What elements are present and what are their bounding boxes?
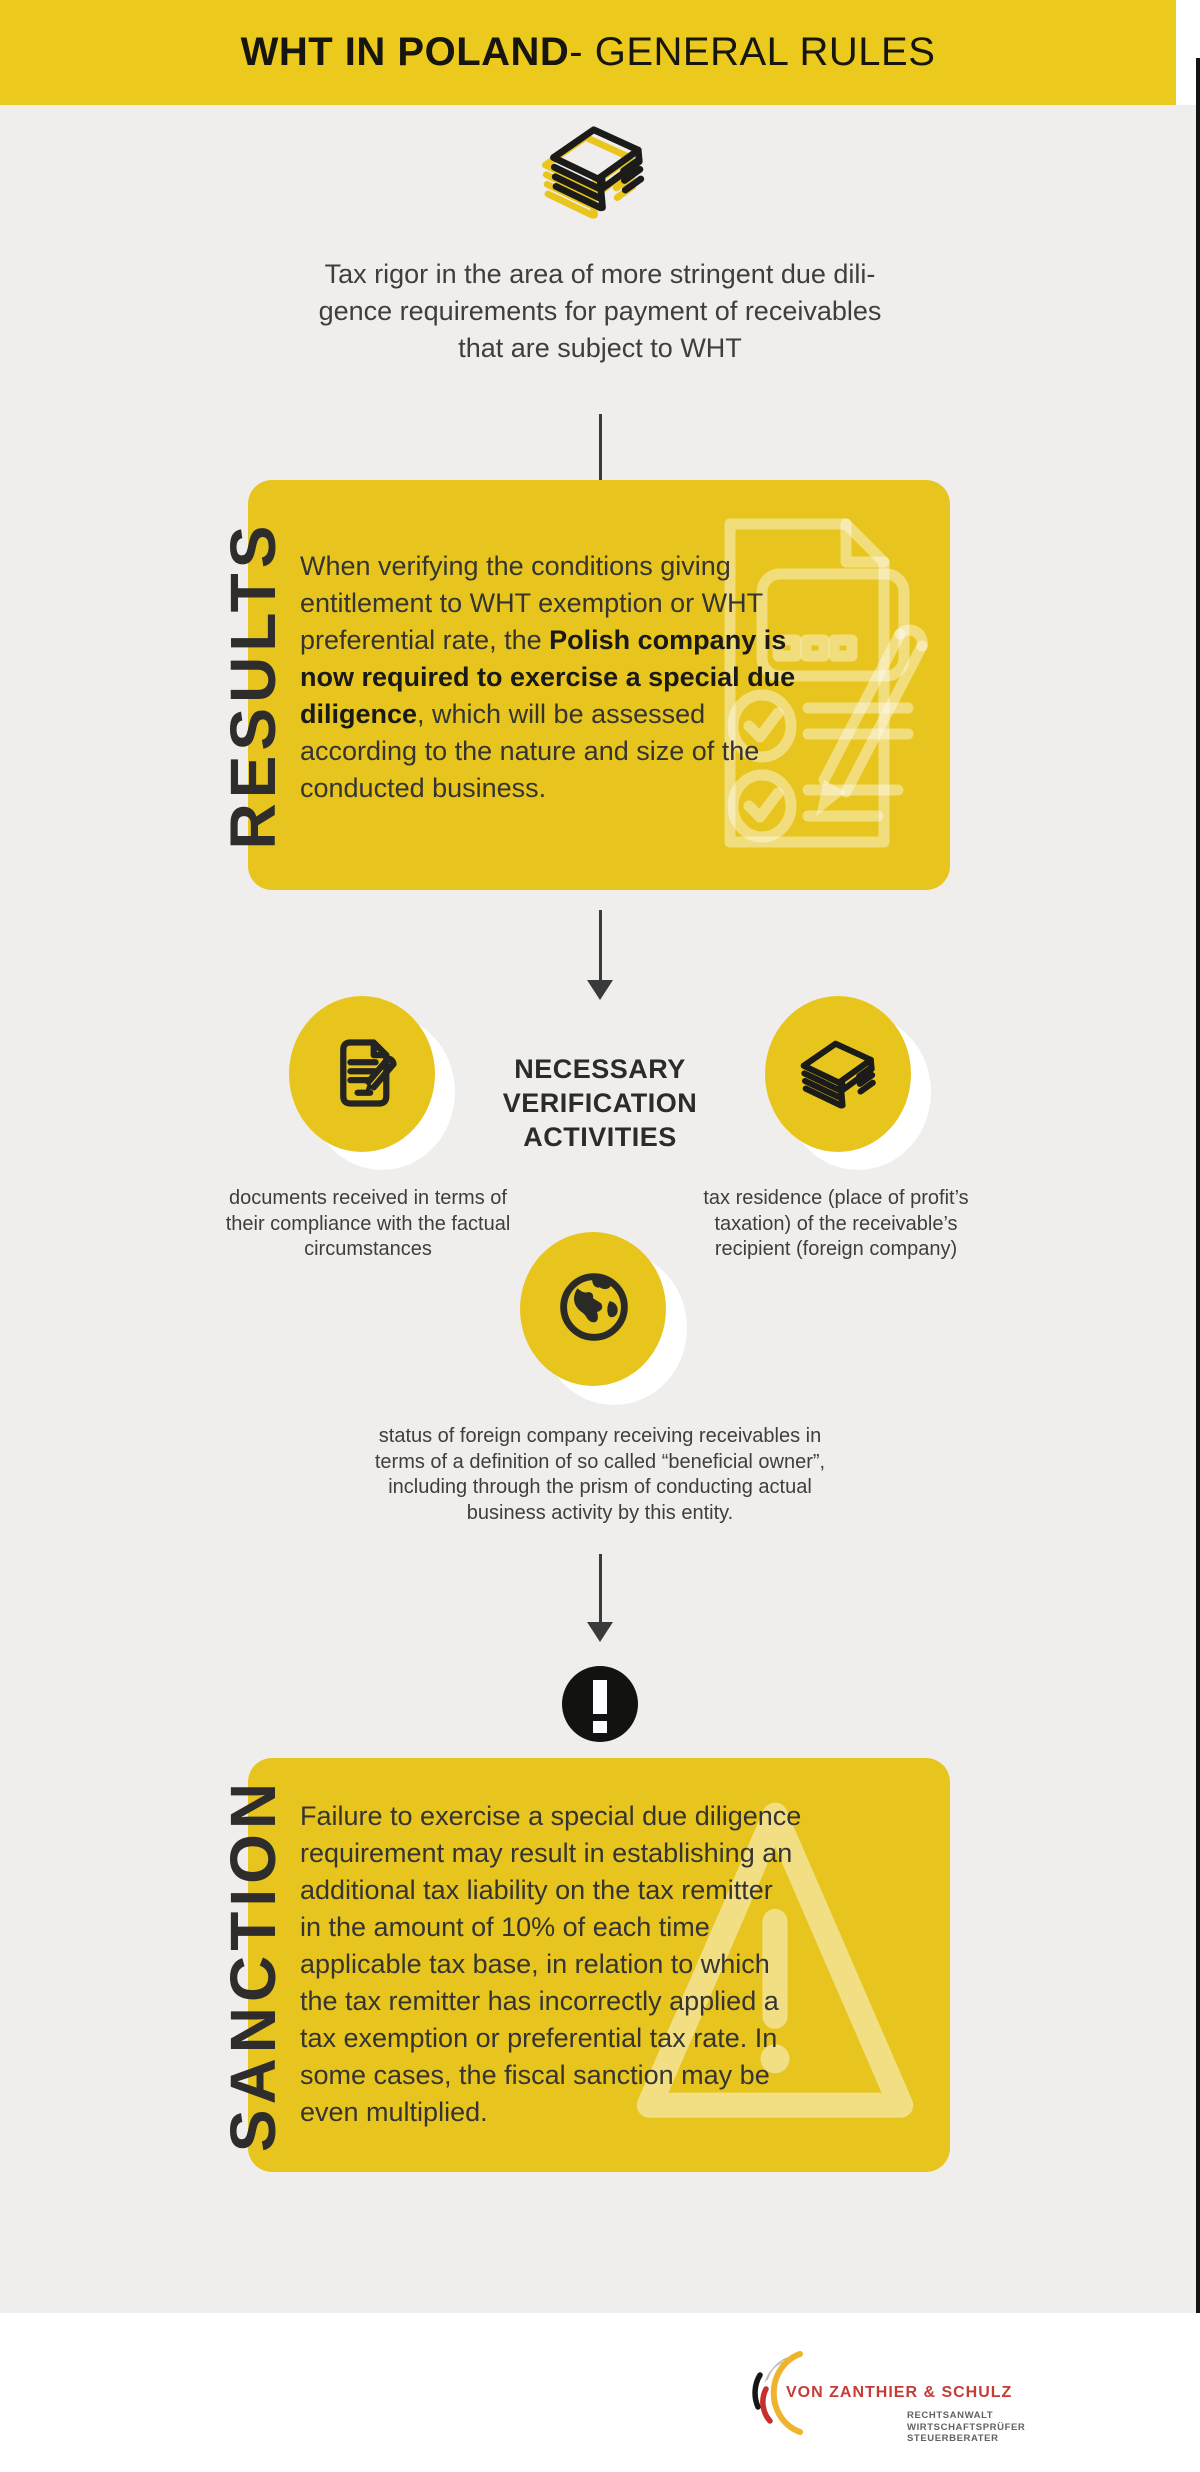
verification-heading [450,1052,750,1154]
arrow-down-head-icon [587,980,613,1000]
text-line: Failure to exercise a special due diligence [300,1801,802,1831]
text-line [300,770,900,807]
text-line [300,585,900,622]
text-line: ACTIVITIES [523,1122,677,1152]
text-line: RECHTSANWALT [907,2410,994,2421]
footer [0,2313,1200,2472]
exclamation-dot [593,1721,607,1733]
document-pencil-icon [320,1030,406,1116]
sanction-box [248,1758,950,2172]
company-roles [907,2410,1025,2445]
bold-text-segment: Polish company is [549,625,787,655]
sanction-paragraph [300,1798,910,2131]
text-line: recipient (foreign company) [714,1238,958,1260]
results-box [248,480,950,890]
text-line: some cases, the fiscal sanction may be [300,2060,770,2090]
text-line: including through the prism of conducting actual [388,1476,812,1498]
text-line: applicable tax base, in relation to which [300,1949,770,1979]
text-line: the tax remitter has incorrectly applied a [300,1986,779,2016]
text-line: VERIFICATION [502,1088,698,1118]
caption-documents [198,1186,538,1263]
text-line: tax residence (place of profit’s [703,1187,969,1209]
results-paragraph [300,548,900,807]
text-line: in the amount of 10% of each time [300,1912,710,1942]
text-line: business activity by this entity. [466,1501,734,1524]
globe-icon [547,1260,641,1354]
text-line: circumstances [304,1238,432,1260]
text-line: even multiplied. [300,2097,488,2127]
money-stack-icon [529,115,665,242]
text-line: taxation) of the receivable’s [714,1212,958,1235]
arrow-down-icon [599,910,602,980]
text-line: their compliance with the factual [225,1212,511,1235]
company-name: VON ZANTHIER & SCHULZ [786,2384,1013,2401]
bold-text-segment: now required to exercise a special due [300,662,796,692]
screenshot-right-border [1196,58,1200,2313]
text-line [300,659,900,696]
text-line: STEUERBERATER [907,2433,999,2444]
page-title-rest: - GENERAL RULES [569,30,936,74]
money-stack-icon [784,1032,891,1128]
text-line [300,622,900,659]
text-segment: entitlement to WHT exemption or WHT [300,588,764,618]
text-line: tax exemption or preferential tax rate. In [300,2023,778,2053]
exclamation-bar [593,1680,607,1714]
arrow-down-icon [599,414,602,486]
title-banner [0,0,1176,105]
text-line [300,696,900,733]
text-line: NECESSARY [514,1054,686,1084]
exclamation-icon [562,1666,638,1742]
page-title [0,0,1176,105]
sanction-label: SANCTION [217,1777,289,2153]
results-label: RESULTS [217,520,289,850]
text-line: status of foreign company receiving receivables in [378,1425,822,1447]
text-segment: , which will be assessed [417,699,706,729]
text-line [300,733,900,770]
text-line: requirement may result in establishing an [300,1838,793,1868]
bold-text-segment: diligence [300,699,418,729]
text-segment: according to the nature and size of the [300,736,760,766]
text-segment: conducted business. [300,773,547,803]
caption-tax-residence [666,1186,1006,1263]
intro-text [260,256,940,367]
text-segment: preferential rate, the [300,625,550,655]
caption-beneficial-owner [330,1424,870,1526]
text-line: WIRTSCHAFTSPRÜFER [907,2421,1026,2433]
text-line: that are subject to WHT [458,333,742,363]
arrow-down-icon [599,1554,602,1622]
text-line: additional tax liability on the tax remitter [300,1875,773,1905]
arrow-down-head-icon [587,1622,613,1642]
text-segment: When verifying the conditions giving [300,551,731,581]
text-line: gence requirements for payment of receivables [318,296,882,326]
text-line: documents received in terms of [229,1187,507,1209]
text-line: terms of a definition of so called “beneficial owner”, [374,1450,826,1473]
text-line: Tax rigor in the area of more stringent due dili- [324,259,876,289]
page-title-bold: WHT IN POLAND [240,30,570,74]
text-line [300,548,900,585]
